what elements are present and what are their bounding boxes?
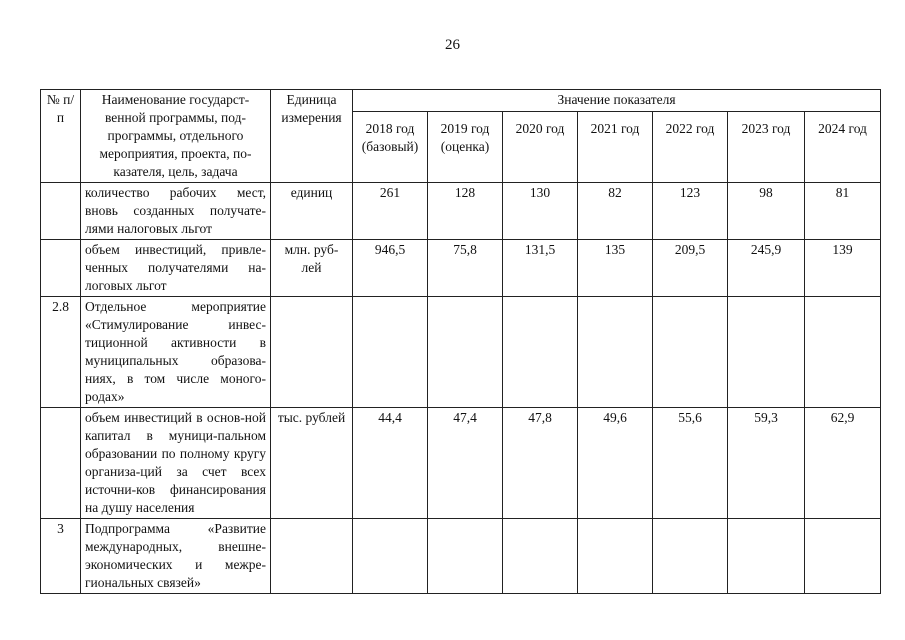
header-year: 2020 год: [503, 111, 578, 182]
row-value: 139: [805, 240, 881, 297]
row-value: 128: [428, 183, 503, 240]
row-value: 82: [578, 183, 653, 240]
header-value-group: Значение показателя: [353, 90, 881, 112]
row-name: объем инвестиций в основ-ной капитал в муници-пальном образовании по полному кругу организа-ций за счет всех источни-ков финансирования на душу населения: [81, 408, 271, 519]
row-value: [805, 519, 881, 594]
header-year: 2021 год: [578, 111, 653, 182]
indicators-table: [40, 89, 881, 594]
row-value: 123: [653, 183, 728, 240]
row-value: [428, 297, 503, 408]
row-value: [353, 297, 428, 408]
row-value: 245,9: [728, 240, 805, 297]
row-value: [728, 297, 805, 408]
row-unit: тыс. рублей: [271, 408, 353, 519]
header-row-1: [41, 90, 881, 112]
row-value: 130: [503, 183, 578, 240]
row-value: [578, 297, 653, 408]
header-year: 2019 год (оценка): [428, 111, 503, 182]
row-value: 44,4: [353, 408, 428, 519]
header-year: 2022 год: [653, 111, 728, 182]
row-value: [805, 297, 881, 408]
row-value: 75,8: [428, 240, 503, 297]
row-value: [578, 519, 653, 594]
row-num: 3: [41, 519, 81, 594]
row-value: 209,5: [653, 240, 728, 297]
row-num: [41, 240, 81, 297]
row-value: [503, 297, 578, 408]
header-num: № п/п: [41, 90, 81, 183]
row-name: количество рабочих мест, вновь созданных получате-лями налоговых льгот: [81, 183, 271, 240]
row-value: 55,6: [653, 408, 728, 519]
row-value: 98: [728, 183, 805, 240]
row-value: 47,8: [503, 408, 578, 519]
row-value: [653, 297, 728, 408]
row-unit: [271, 297, 353, 408]
header-year: 2024 год: [805, 111, 881, 182]
header-year: 2023 год: [728, 111, 805, 182]
row-value: 59,3: [728, 408, 805, 519]
row-value: 135: [578, 240, 653, 297]
row-value: 49,6: [578, 408, 653, 519]
table-row: [41, 297, 881, 408]
row-name: объем инвестиций, привле-ченных получателями на-логовых льгот: [81, 240, 271, 297]
row-value: [728, 519, 805, 594]
row-value: 261: [353, 183, 428, 240]
row-value: 47,4: [428, 408, 503, 519]
row-value: 946,5: [353, 240, 428, 297]
row-value: [653, 519, 728, 594]
table-row: [41, 408, 881, 519]
table-row: [41, 183, 881, 240]
row-name: Отдельное мероприятие «Стимулирование инвес-тиционной активности в муниципальных образова-ниях, в том числе моного-родах»: [81, 297, 271, 408]
row-num: 2.8: [41, 297, 81, 408]
table-row: [41, 240, 881, 297]
row-value: [353, 519, 428, 594]
table-row: [41, 519, 881, 594]
row-value: [428, 519, 503, 594]
row-value: 81: [805, 183, 881, 240]
header-name: Наименование государст-венной программы, под-программы, отдельного мероприятия, проекта, по-казателя, цель, задача: [81, 90, 271, 183]
row-name: Подпрограмма «Развитие международных, внешне-экономических и межре-гиональных связей»: [81, 519, 271, 594]
row-unit: единиц: [271, 183, 353, 240]
row-value: 62,9: [805, 408, 881, 519]
page-number: 26: [445, 37, 460, 53]
header-year: 2018 год (базовый): [353, 111, 428, 182]
row-unit: [271, 519, 353, 594]
row-num: [41, 408, 81, 519]
header-unit: Единица измерения: [271, 90, 353, 183]
row-value: 131,5: [503, 240, 578, 297]
row-num: [41, 183, 81, 240]
row-unit: млн. руб-лей: [271, 240, 353, 297]
row-value: [503, 519, 578, 594]
